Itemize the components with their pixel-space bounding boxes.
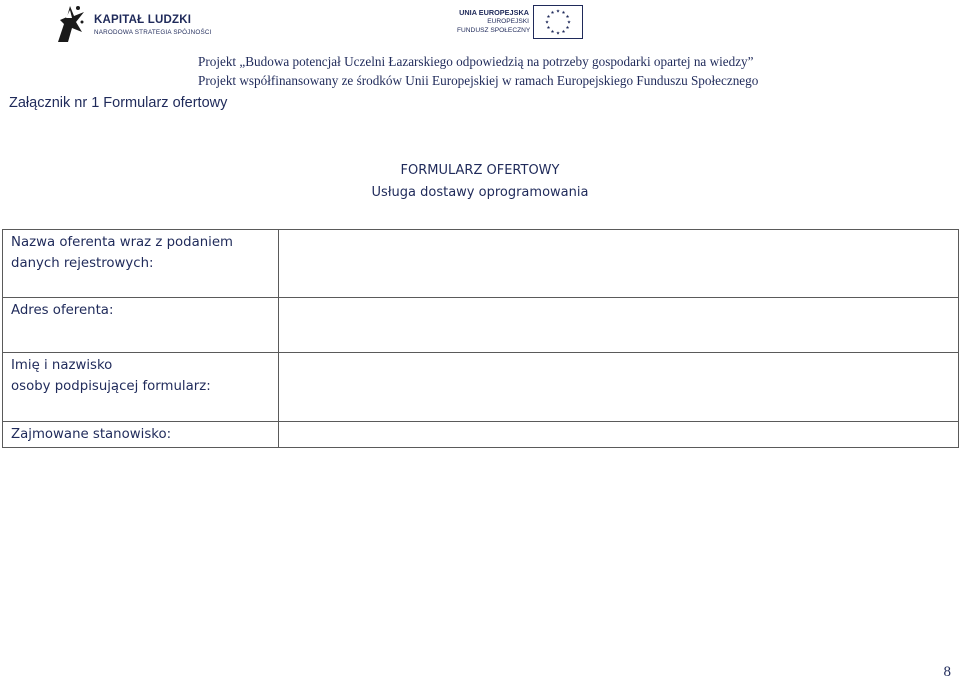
row-label — [3, 422, 279, 448]
eu-flag-icon — [533, 5, 583, 39]
row-label — [3, 353, 279, 422]
kapital-ludzki-logo — [54, 2, 212, 44]
table-row — [3, 422, 959, 448]
attachment-title: Załącznik nr 1 Formularz ofertowy — [9, 95, 228, 111]
label-text: Nazwa oferenta wraz z podaniem danych rejestrowych: — [11, 235, 234, 271]
cofinance-line: Projekt współfinansowany ze środków Unii Europejskiej w ramach Europejskiego Funduszu Społecznego — [198, 73, 759, 88]
table-row — [3, 298, 959, 353]
eu-line-2: EUROPEJSKI — [487, 18, 529, 25]
row-label — [3, 230, 279, 298]
form-title: FORMULARZ OFERTOWY — [400, 163, 560, 178]
kapital-ludzki-emblem-icon — [54, 2, 88, 44]
eu-line-3: FUNDUSZ SPOŁECZNY — [457, 27, 531, 34]
label-text: Imię i nazwisko osoby podpisującej formularz: — [11, 358, 211, 394]
table-row — [3, 353, 959, 422]
kapital-ludzki-title: KAPITAŁ LUDZKI — [94, 14, 192, 26]
page-number: 8 — [943, 664, 951, 680]
table-row — [3, 230, 959, 298]
row-label — [3, 298, 279, 353]
eu-logo-text — [457, 8, 529, 35]
row-value-field[interactable] — [279, 298, 959, 353]
label-text: Adres oferenta: — [11, 303, 114, 318]
project-line: Projekt „Budowa potencjał Uczelni Łazarskiego odpowiedzią na potrzeby gospodarki opartej na wiedzy” — [198, 54, 754, 69]
row-value-field[interactable] — [279, 422, 959, 448]
label-text: Zajmowane stanowisko: — [11, 427, 172, 442]
offer-form-table — [2, 229, 959, 448]
eu-logo — [457, 4, 587, 40]
form-subtitle: Usługa dostawy oprogramowania — [371, 185, 589, 200]
eu-line-1: UNIA EUROPEJSKA — [459, 8, 529, 17]
row-value-field[interactable] — [279, 353, 959, 422]
row-value-field[interactable] — [279, 230, 959, 298]
kapital-ludzki-subtitle: NARODOWA STRATEGIA SPÓJNOŚCI — [94, 29, 212, 36]
